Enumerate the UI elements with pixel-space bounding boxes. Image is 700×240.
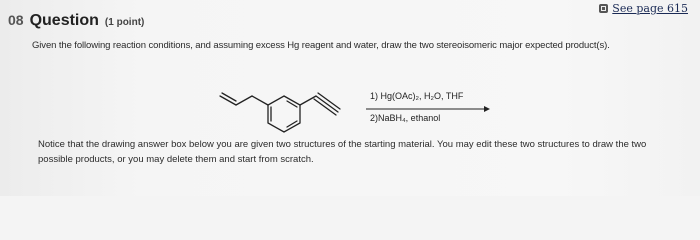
starting-material-structure: [220, 93, 340, 132]
see-page-label[interactable]: See page 615: [612, 2, 688, 15]
alkene-double-bond: [220, 96, 236, 105]
alkyne-triple-bond: [316, 96, 338, 112]
allyl-bond: [252, 96, 268, 105]
reaction-arrow: [366, 106, 490, 112]
benzene-ring: [268, 96, 300, 132]
question-prompt: Given the following reaction conditions, and assuming excess Hg reagent and water, draw the two stereoisomeric major expected product(s).: [32, 40, 610, 51]
question-title: Question: [29, 12, 99, 29]
propargyl-bond: [300, 96, 316, 105]
reaction-condition-1: 1) Hg(OAc)₂, H₂O, THF: [370, 91, 464, 101]
question-points: (1 point): [104, 17, 145, 28]
reaction-condition-2: 2)NaBH₄, ethanol: [370, 113, 441, 123]
question-number: 08: [8, 12, 24, 28]
notice-text: Notice that the drawing answer box below you are given two structures of the starting material. You may edit these two structures to draw the two possible products, or you may delete them and start from scratch.: [38, 139, 647, 165]
